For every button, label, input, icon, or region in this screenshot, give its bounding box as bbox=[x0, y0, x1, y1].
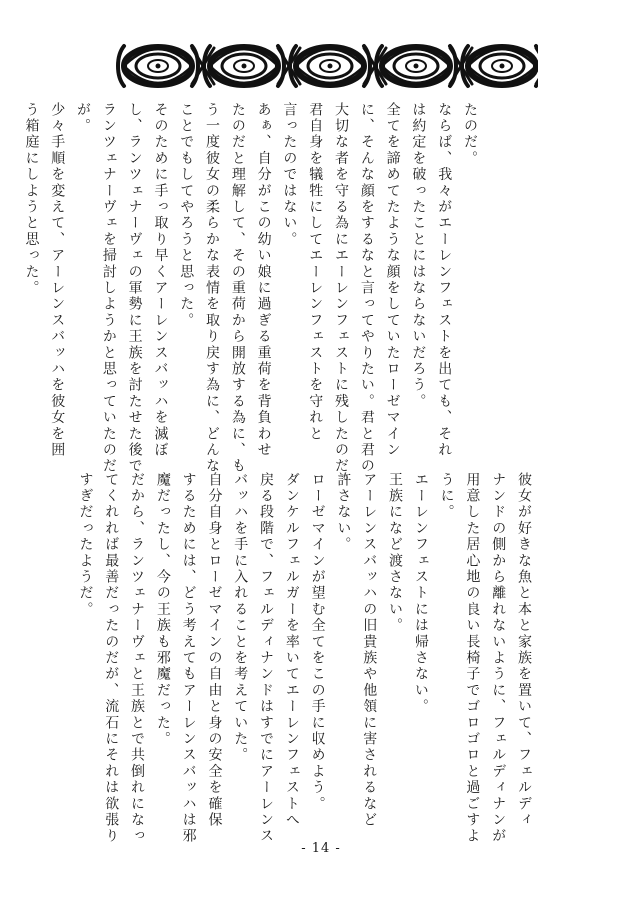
text-column: そのために手っ取り早くアーレンスバッハを滅ぼ bbox=[152, 102, 169, 459]
text-column: ダンケルフェルガーを率いてエーレンフェストへ bbox=[283, 472, 300, 829]
text-column: 魔だったし、今の王族も邪魔だった。 bbox=[154, 472, 171, 748]
page-number: - 14 - bbox=[301, 841, 341, 856]
text-column: ことでもしてやろうと思った。 bbox=[178, 102, 195, 329]
text-column: ローゼマインが望む全てをこの手に収めよう。 bbox=[309, 472, 326, 813]
text-column: し、ランツェナーヴェの軍勢に王族を討たせた後で bbox=[126, 102, 143, 475]
text-column: に、そんな顔をするなと言ってやりたい。君と君の bbox=[358, 102, 375, 475]
text-column: 王族になど渡さない。 bbox=[387, 472, 404, 634]
text-column: 自分自身とローゼマインの自由と身の安全を確保 bbox=[206, 472, 223, 829]
text-column: アーレンスバッハの旧貴族や他領に害されるなど bbox=[361, 472, 378, 829]
text-column: 少々手順を変えて、アーレンスバッハを彼女を囲 bbox=[49, 102, 66, 459]
text-column: てくれれば最善だったのだが、流石にそれは欲張り bbox=[103, 472, 120, 845]
text-column: すぎだったようだ。 bbox=[77, 472, 94, 618]
text-column: 君自身を犠牲にしてエーレンフェストを守れと bbox=[307, 102, 324, 443]
upper-text-block bbox=[23, 102, 482, 491]
text-column: だから、ランツェナーヴェと王族とで共倒れになっ bbox=[129, 472, 146, 845]
text-column: 許さない。 bbox=[335, 472, 352, 553]
text-column: するためには、どう考えてもアーレンスバッハは邪 bbox=[180, 472, 197, 845]
text-column: うに。 bbox=[438, 472, 455, 521]
text-column: エーレンフェストには帰さない。 bbox=[412, 472, 429, 715]
text-column: 全てを諦めてたような顔をしていたローゼマイン bbox=[384, 102, 401, 459]
text-column: う一度彼女の柔らかな表情を取り戻す為に、どんな bbox=[204, 102, 221, 475]
text-column: バッハを手に入れることを考えていた。 bbox=[232, 472, 249, 764]
text-column: ナンドの側から離れないように、フェルディナンが bbox=[490, 472, 507, 845]
text-column: 彼女が好きな魚と本と家族を置いて、フェルディ bbox=[516, 472, 532, 829]
text-column: あぁ、自分がこの幼い娘に過ぎる重荷を背負わせ bbox=[255, 102, 272, 459]
text-column: たのだ。 bbox=[462, 102, 478, 167]
text-column: が。 bbox=[75, 102, 92, 135]
text-column: 言ったのではない。 bbox=[281, 102, 298, 248]
text-column: う箱庭にしようと思った。 bbox=[23, 102, 40, 297]
text-column: たのだと理解して、その重荷から開放する為に、も bbox=[229, 102, 246, 475]
text-column: ランツェナーヴェを掃討しようかと思っていたのだ bbox=[100, 102, 117, 475]
ornament-graphic bbox=[108, 38, 538, 94]
text-column: 用意した居心地の良い長椅子でゴロゴロと過ごすよ bbox=[464, 472, 481, 845]
lower-text-block bbox=[77, 472, 536, 845]
text-column: 戻る段階で、フェルディナンドはすでにアーレンス bbox=[258, 472, 275, 845]
text-column: 大切な者を守る為にエーレンフェストに残したのだ。 bbox=[333, 102, 350, 491]
ornamental-header-banner bbox=[108, 38, 538, 94]
text-column: ならば、我々がエーレンフェストを出ても、それ bbox=[436, 102, 453, 459]
text-column: は約定を破ったことにはならないだろう。 bbox=[410, 102, 427, 410]
